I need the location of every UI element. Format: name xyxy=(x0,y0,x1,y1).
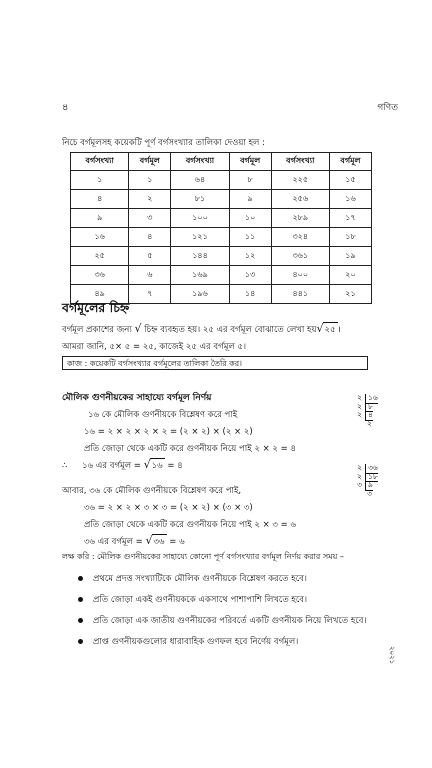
table-cell: ৩২৪ xyxy=(271,228,329,247)
bullet-item xyxy=(78,635,298,649)
table-cell: ৮১ xyxy=(171,190,229,209)
radicand: ১৬ xyxy=(150,458,165,473)
table-cell: ১২ xyxy=(229,247,271,266)
text-part: চিহ্ন ব্যবহৃত হয়। ২৫ এর বর্গমূল বোঝাতে লেখা হয় xyxy=(144,325,317,335)
table-cell: ১২১ xyxy=(171,228,229,247)
quotient: ২ xyxy=(367,418,372,428)
table-cell: ৪ xyxy=(71,190,129,209)
table-cell: ৭ xyxy=(129,285,171,304)
column-header: বর্গমূল xyxy=(129,153,171,171)
task-box: কাজ : কয়েকটি বর্গসংখ্যার বর্গমূলের তালিকা তৈরি কর। xyxy=(62,356,368,370)
column-header: বর্গসংখ্যা xyxy=(71,153,129,171)
table-cell: ১৯ xyxy=(329,247,371,266)
table-cell: ৬ xyxy=(129,266,171,285)
divisor: ২ xyxy=(357,393,362,402)
divisor: ২ xyxy=(357,463,362,472)
text-part: ৩৬ এর বর্গমূল = xyxy=(84,537,143,547)
bullet-icon xyxy=(78,597,83,602)
note-line: লক্ষ করি : মৌলিক গুণনীয়কের সাহায্যে কোনো পূর্ণ বর্গসংখ্যার বর্গমূল নির্ণয় করার সময় – xyxy=(62,552,344,561)
column-header: বর্গমূল xyxy=(329,153,371,171)
bullet-icon xyxy=(78,576,83,581)
divisor: ২ xyxy=(357,471,362,481)
section-heading: বর্গমূলের চিহ্ন xyxy=(62,300,130,315)
dividend: ৯ xyxy=(365,481,373,491)
table-cell: ১৬ xyxy=(71,228,129,247)
table-row xyxy=(71,190,372,209)
dividend: ১৮ xyxy=(365,473,378,483)
table-row xyxy=(71,209,372,228)
table-cell: ১৬৯ xyxy=(171,266,229,285)
text-part: = ৪ xyxy=(167,461,183,471)
table-cell: ২০ xyxy=(329,266,371,285)
table-cell: ৬৪ xyxy=(171,171,229,190)
example2-result xyxy=(84,534,185,549)
table-cell: ১ xyxy=(71,171,129,190)
bullet-icon xyxy=(78,639,83,644)
table-cell: ২৫৬ xyxy=(271,190,329,209)
footer-code: ২০২১ xyxy=(388,646,396,665)
known-fact-line: আমরা জানি, ৫× ৫ = ২৫, কাজেই ২৫ এর বর্গমূল ৫। xyxy=(62,342,247,352)
table-cell: ১০ xyxy=(229,209,271,228)
quotient: ৩ xyxy=(367,488,372,498)
text-part: বর্গমূল প্রকাশের জন্য xyxy=(62,325,132,335)
table-cell: ৪০০ xyxy=(271,266,329,285)
prime-factor-heading: মৌলিক গুণনীয়কের সাহায্যে বর্গমূল নির্ণয় xyxy=(62,393,212,403)
radicand: ৩৬ xyxy=(152,534,167,549)
table-cell: ৪৯ xyxy=(71,285,129,304)
bullet-item xyxy=(78,593,307,607)
table-cell: ১ xyxy=(129,171,171,190)
radical-icon: √ xyxy=(134,322,142,335)
dividend: ১৬ xyxy=(365,394,378,404)
table-cell: ১৬ xyxy=(329,190,371,209)
divisor: ৩ xyxy=(357,480,362,489)
example1-line2: ১৬ = ২ × ২ × ২ × ২ = (২ × ২) × (২ × ২) xyxy=(84,427,253,437)
table-cell: ৩ xyxy=(129,209,171,228)
table-row xyxy=(71,171,372,190)
example2-line3: প্রতি জোড়া থেকে একটি করে গুণনীয়ক নিয়ে পাই ২ × ৩ = ৬ xyxy=(84,520,297,530)
bullet-icon xyxy=(78,618,83,623)
bullet-item xyxy=(78,572,307,586)
therefore-icon: ∴ xyxy=(62,461,68,471)
table-intro: নিচে বর্গমূলসহ কয়েকটি পূর্ণ বর্গসংখ্যার তালিকা দেওয়া হল : xyxy=(62,138,265,148)
table-cell: ৫ xyxy=(129,247,171,266)
divisor: ২ xyxy=(357,410,362,419)
radical-icon: √ xyxy=(143,458,151,471)
table-cell: ৩৬ xyxy=(71,266,129,285)
page-number: ৪ xyxy=(62,102,69,113)
table-cell: ১৪৪ xyxy=(171,247,229,266)
table-cell: ৯ xyxy=(229,190,271,209)
table-cell: ৩৬১ xyxy=(271,247,329,266)
dividend: ৪ xyxy=(365,411,373,421)
text-part: ১৬ এর বর্গমূল = xyxy=(82,461,141,471)
bullet-item xyxy=(78,614,367,628)
divisor: ২ xyxy=(357,401,362,411)
radicand: ২৫ xyxy=(323,322,338,337)
table-cell: ১৫ xyxy=(329,171,371,190)
table-cell: ১০০ xyxy=(171,209,229,228)
example1-result xyxy=(62,458,183,473)
bullet-text: প্রতি জোড়া একই গুণনীয়ককে একসাথে পাশাপাশি লিখতে হবে। xyxy=(93,595,308,605)
table-cell: ১৩ xyxy=(229,266,271,285)
table-cell: ৮ xyxy=(229,171,271,190)
table-cell: ১৮ xyxy=(329,228,371,247)
text-part: । xyxy=(337,325,341,335)
column-header: বর্গমূল xyxy=(229,153,271,171)
table-cell: ১৯৬ xyxy=(171,285,229,304)
table-cell: ১১ xyxy=(229,228,271,247)
table-cell: ৪ xyxy=(129,228,171,247)
example2-line2: ৩৬ = ২ × ২ × ৩ × ৩ = (২ × ২) × (৩ × ৩) xyxy=(84,503,253,513)
text-part: = ৬ xyxy=(169,537,185,547)
radical-sign-line xyxy=(62,322,341,337)
table-cell: ১৭ xyxy=(329,209,371,228)
square-table xyxy=(70,152,372,304)
table-cell: ৯ xyxy=(71,209,129,228)
column-header: বর্গসংখ্যা xyxy=(171,153,229,171)
subject-title: গণিত xyxy=(377,103,398,113)
table-cell: ৪৪১ xyxy=(271,285,329,304)
example2-line1: আবার, ৩৬ কে মৌলিক গুণনীয়কে বিশ্লেষণ করে পাই, xyxy=(62,486,242,496)
table-cell: ২ xyxy=(129,190,171,209)
table-cell: ২১ xyxy=(329,285,371,304)
bullet-text: প্রতি জোড়া এক জাতীয় গুণনীয়কের পরিবর্তে একটি গুণনীয়ক নিয়ে লিখতে হবে। xyxy=(93,616,367,626)
dividend: ৮ xyxy=(365,403,373,413)
table-cell: ১৪ xyxy=(229,285,271,304)
radical-icon: √ xyxy=(316,322,324,335)
bullet-text: প্রাপ্ত গুণনীয়কগুলোর ধারাবাহিক গুণফল হবে নির্ণেয় বর্গমূল। xyxy=(93,637,299,647)
column-header: বর্গসংখ্যা xyxy=(271,153,329,171)
table-row xyxy=(71,228,372,247)
dividend: ৩৬ xyxy=(365,464,378,474)
table-cell: ২২৫ xyxy=(271,171,329,190)
radical-icon: √ xyxy=(145,534,153,547)
bullet-text: প্রথমে প্রদত্ত সংখ্যাটিকে মৌলিক গুণনীয়কে বিশ্লেষণ করতে হবে। xyxy=(93,574,307,584)
table-cell: ২৫ xyxy=(71,247,129,266)
example1-line3: প্রতি জোড়া থেকে একটি করে গুণনীয়ক নিয়ে পাই ২ × ২ = ৪ xyxy=(84,444,296,454)
table-row xyxy=(71,266,372,285)
example1-line1: ১৬ কে মৌলিক গুণনীয়কে বিশ্লেষণ করে পাই xyxy=(88,410,238,420)
table-cell: ২৮৯ xyxy=(271,209,329,228)
table-body xyxy=(71,171,372,304)
table-header-row xyxy=(71,153,372,171)
table-row xyxy=(71,247,372,266)
